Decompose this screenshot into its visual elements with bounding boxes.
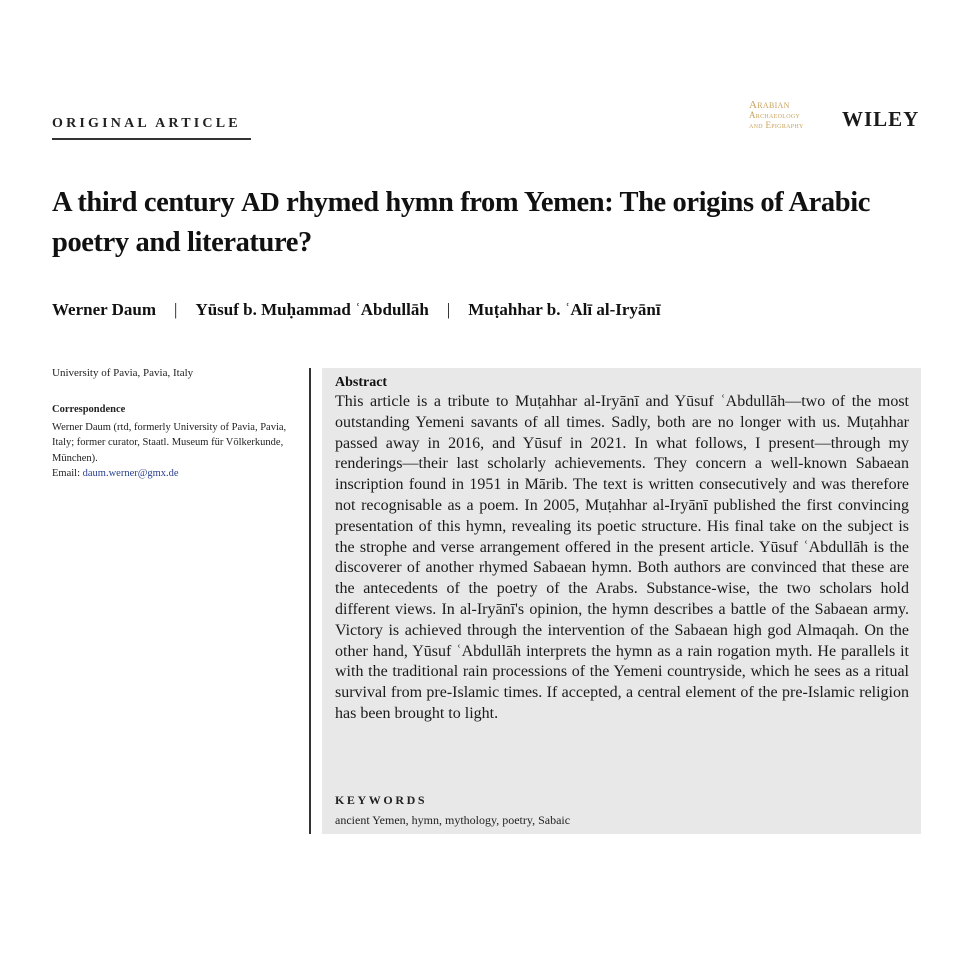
- journal-logo-line-2: Archaeology: [749, 110, 801, 120]
- journal-logo-line-1: Arabian: [749, 99, 790, 111]
- publisher-logo: WILEY: [842, 107, 920, 131]
- affiliation: University of Pavia, Pavia, Italy: [52, 367, 194, 379]
- correspondence-text: Werner Daum (rtd, formerly University of Pavia, Pavia, Italy; former curator, Staatl. Museum für Völkerkunde, München).: [52, 422, 287, 464]
- article-type-underline: [52, 138, 251, 140]
- sidebar-divider: [309, 368, 311, 834]
- abstract-body: This article is a tribute to Muṭahhar al-Iryānī and Yūsuf ʿAbdullāh—two of the most outstanding Yemeni savants of all times. Sadly, both are no longer with us. Muṭahhar passed away in 2016, and Yūsuf in 2021. In what follows, I present—through my renderings—their last scholarly achievements. They concern a well-known Sabaean inscription found in 1951 in Mārib. The text is written consecutively and was therefore not recognisable as a poem. In 2005, Muṭahhar al-Iryānī published the first convincing presentation of this hymn, revealing its poetic structure. His final take on the subject is the strophe and verse arrangement offered in the present article. Yūsuf ʿAbdullāh is the discoverer of another rhymed Sabaean hymn. Both authors are convinced that these are the antecedents of the poetry of the Arabs. Substance-wise, the two scholars hold different views. In al-Iryānī's opinion, the hymn describes a battle of the Sabaean army. Victory is achieved through the intervention of the Sabaean high god Almaqah. On the other hand, Yūsuf ʿAbdullāh interprets the hymn as a rain rogation myth. He parallels it with the traditional rain processions of the Yemeni countryside, which he sees as a ritual survival from pre-Islamic times. If accepted, a central element of the pre-Islamic religion has been brought to light.: [335, 393, 909, 722]
- article-title: [52, 182, 932, 263]
- author-name[interactable]: Muṭahhar b. ʿAlī al-Iryānī: [468, 300, 661, 319]
- email-link[interactable]: daum.werner@gmx.de: [82, 467, 179, 479]
- author-list: [52, 300, 661, 320]
- correspondence-details: [52, 420, 292, 481]
- article-type-label: ORIGINAL ARTICLE: [52, 116, 241, 131]
- author-separator: |: [174, 300, 178, 319]
- abstract-heading: Abstract: [335, 375, 388, 390]
- title-part-1: A third century: [52, 187, 242, 218]
- journal-logo-line-3: and Epigraphy: [749, 120, 804, 130]
- email-label: Email:: [52, 467, 83, 479]
- correspondence-heading: Correspondence: [52, 404, 126, 415]
- title-era-abbrev: AD: [241, 187, 280, 217]
- journal-logo: [749, 100, 804, 130]
- author-separator: |: [446, 300, 451, 319]
- title-part-2: rhymed hymn from Yemen: The origins of Arabic poetry and literature?: [52, 187, 870, 258]
- keywords-heading: KEYWORDS: [335, 793, 428, 807]
- author-name[interactable]: Yūsuf b. Muḥammad ʿAbdullāh: [195, 300, 429, 319]
- keywords-list: ancient Yemen, hymn, mythology, poetry, Sabaic: [335, 813, 571, 827]
- author-name[interactable]: Werner Daum: [52, 300, 157, 319]
